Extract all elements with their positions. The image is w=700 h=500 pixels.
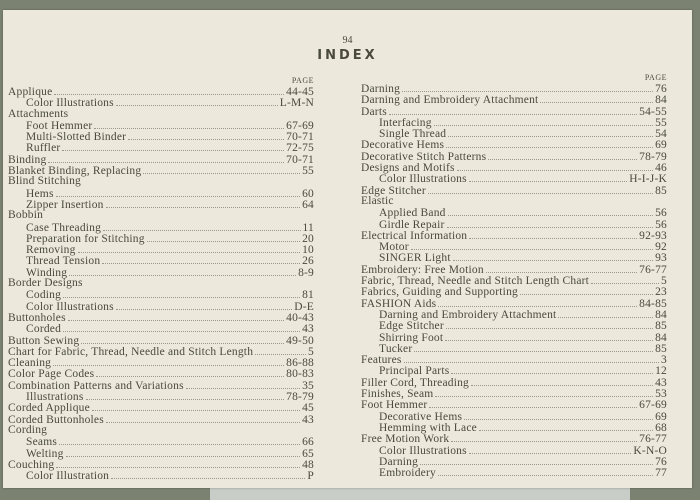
index-subentry	[8, 244, 314, 255]
entry-label: Buttonholes	[8, 311, 66, 324]
entry-page-ref: 26	[302, 255, 314, 268]
entry-page-ref: 12	[655, 365, 667, 378]
entry-label: Cleaning	[8, 357, 52, 370]
entry-label: Preparation for Stitching	[26, 232, 145, 245]
entry-page-ref: 85	[655, 342, 667, 355]
entry-label: Multi-Slotted Binder	[26, 131, 127, 144]
entry-page-ref: 43	[302, 323, 314, 336]
index-entry	[8, 86, 314, 97]
dot-leader	[66, 448, 301, 457]
entry-page-ref: 54-55	[639, 105, 667, 118]
entry-page-ref: P	[307, 470, 314, 483]
index-entry	[361, 388, 667, 399]
dot-leader	[53, 357, 284, 366]
entry-page-ref: 44-45	[286, 86, 314, 98]
index-subentry	[8, 120, 314, 131]
dot-leader	[56, 459, 300, 468]
entry-page-ref: 49-50	[286, 334, 314, 347]
dot-leader	[49, 425, 312, 433]
entry-label: Foot Hemmer	[26, 119, 93, 132]
entry-label: Corded Buttonholes	[8, 413, 104, 426]
index-entry	[361, 162, 667, 173]
dot-leader	[78, 244, 301, 253]
entry-label: Attachments	[8, 107, 69, 120]
entry-label: Hems	[26, 187, 54, 200]
index-entry	[361, 286, 667, 297]
entry-page-ref: 84	[655, 94, 667, 107]
entry-page-ref: D-E	[294, 300, 314, 313]
index-subentry	[361, 320, 667, 331]
entry-page-ref: 43	[655, 376, 667, 389]
dot-leader	[63, 323, 300, 332]
dot-leader	[428, 185, 653, 194]
entry-page-ref: 76	[655, 455, 667, 468]
dot-leader	[128, 131, 284, 140]
entry-page-ref: 72-75	[286, 142, 314, 155]
dot-leader	[92, 402, 300, 411]
dot-leader	[446, 139, 653, 148]
entry-page-ref: 67-69	[639, 399, 667, 412]
index-entry	[361, 151, 667, 162]
entry-label: Chart for Fabric, Thread, Needle and Stitch Length	[8, 345, 254, 358]
dot-leader	[420, 456, 653, 465]
index-subentry	[361, 332, 667, 343]
dot-leader	[396, 196, 665, 204]
dot-leader	[471, 377, 653, 386]
entry-label: Embroidery	[379, 467, 436, 480]
index-entry	[8, 402, 314, 413]
entry-label: Fabrics, Guiding and Supporting	[361, 286, 518, 299]
entry-label: Seams	[26, 436, 58, 449]
entry-page-ref: 60	[302, 187, 314, 200]
index-subentry	[361, 422, 667, 433]
entry-label: Corded	[26, 323, 62, 336]
entry-label: Color Page Codes	[8, 368, 95, 381]
entry-label: Designs and Motifs	[361, 162, 455, 175]
entry-label: Features	[361, 354, 402, 367]
entry-page-ref: 20	[302, 232, 314, 245]
dot-leader	[48, 154, 284, 163]
entry-label: Decorative Hems	[379, 410, 463, 423]
entry-label: Finishes, Seam	[361, 388, 434, 401]
entry-label: Embroidery: Free Motion	[361, 263, 484, 276]
dot-leader	[434, 117, 653, 126]
entry-label: Applied Band	[379, 207, 446, 220]
index-entry	[8, 109, 314, 120]
page-column-header: PAGE	[291, 76, 314, 85]
page-column-header: PAGE	[644, 73, 667, 82]
entry-page-ref: 45	[302, 402, 314, 415]
dot-leader	[457, 162, 653, 171]
entry-label: Free Motion Work	[361, 433, 450, 446]
entry-label: Interfacing	[379, 116, 432, 129]
index-subentry	[361, 467, 667, 478]
entry-label: Winding	[26, 266, 68, 279]
dot-leader	[404, 354, 659, 363]
index-subentry	[8, 142, 314, 153]
index-subentry	[361, 445, 667, 456]
dot-leader	[402, 83, 653, 92]
entry-page-ref: 11	[302, 221, 314, 234]
dot-leader	[540, 94, 653, 103]
dot-leader	[435, 388, 653, 397]
entry-page-ref: 67-69	[286, 119, 314, 132]
dot-leader	[106, 414, 300, 423]
entry-page-ref: 93	[655, 252, 667, 265]
index-entry	[361, 399, 667, 410]
entry-page-ref: 76-77	[639, 433, 667, 446]
entry-page-ref: 69	[655, 139, 667, 152]
entry-label: Button Sewing	[8, 334, 80, 347]
index-subentry	[361, 343, 667, 354]
entry-page-ref: 5	[308, 345, 314, 358]
entry-page-ref: 76	[655, 83, 667, 95]
entry-label: Corded Applique	[8, 402, 90, 415]
document-page	[3, 10, 692, 488]
entry-label: Color Illustrations	[379, 173, 467, 186]
index-entry	[8, 278, 314, 289]
index-entry	[361, 230, 667, 241]
index-entry	[361, 298, 667, 309]
dot-leader	[69, 267, 296, 276]
entry-label: Case Threading	[26, 221, 102, 234]
entry-label: Combination Patterns and Variations	[8, 379, 184, 392]
index-entry	[361, 83, 667, 94]
entry-page-ref: 40-43	[286, 311, 314, 324]
index-subentry	[361, 411, 667, 422]
dot-leader	[446, 320, 653, 329]
entry-page-ref: 55	[302, 165, 314, 178]
index-entry	[361, 185, 667, 196]
index-subentry	[8, 289, 314, 300]
dot-leader	[451, 365, 653, 374]
dot-leader	[255, 346, 306, 355]
dot-leader	[438, 298, 637, 307]
entry-page-ref: 56	[655, 207, 667, 220]
index-entry	[8, 210, 314, 221]
entry-label: Edge Stitcher	[361, 184, 426, 197]
index-entry	[361, 106, 667, 117]
entry-label: Tucker	[379, 342, 413, 355]
page-number: 94	[342, 35, 353, 46]
index-subentry	[8, 391, 314, 402]
index-subentry	[8, 131, 314, 142]
index-entry	[361, 433, 667, 444]
entry-label: Color Illustrations	[26, 300, 114, 313]
dot-leader	[59, 436, 300, 445]
entry-page-ref: 80-83	[286, 368, 314, 381]
entry-label: Darning and Embroidery Attachment	[379, 308, 557, 321]
page-title: INDEX	[317, 48, 378, 63]
index-subentry	[8, 233, 314, 244]
entry-label: Darning and Embroidery Attachment	[361, 94, 539, 107]
index-entry	[8, 357, 314, 368]
entry-page-ref: 84	[655, 331, 667, 344]
index-subentry	[8, 470, 314, 481]
dot-leader	[102, 255, 300, 264]
entry-label: Darning	[361, 83, 401, 95]
entry-label: Edge Stitcher	[379, 320, 444, 333]
dot-leader	[448, 128, 653, 137]
entry-label: Shirring Foot	[379, 331, 444, 344]
entry-page-ref: 5	[661, 275, 667, 288]
entry-label: Decorative Stitch Patterns	[361, 150, 487, 163]
entry-label: Blanket Binding, Replacing	[8, 165, 142, 178]
entry-label: Electrical Information	[361, 229, 468, 242]
index-entry	[8, 176, 314, 187]
entry-page-ref: 10	[302, 244, 314, 257]
dot-leader	[143, 165, 300, 174]
dot-leader	[520, 286, 653, 295]
index-subentry	[361, 207, 667, 218]
entry-page-ref: 84-85	[639, 297, 667, 310]
index-entry	[361, 275, 667, 286]
entry-label: Color Illustration	[26, 470, 110, 483]
background-surface	[210, 488, 630, 500]
index-subentry	[361, 309, 667, 320]
index-subentry	[361, 117, 667, 128]
dot-leader	[469, 173, 627, 182]
dot-leader	[447, 219, 654, 228]
dot-leader	[469, 445, 632, 454]
entry-label: Blind Stitching	[8, 175, 81, 188]
entry-page-ref: 85	[655, 184, 667, 197]
entry-label: SINGER Light	[379, 252, 451, 265]
dot-leader	[54, 86, 284, 95]
entry-page-ref: 64	[302, 198, 314, 211]
index-entry	[8, 425, 314, 436]
index-subentry	[8, 222, 314, 233]
index-subentry	[361, 252, 667, 263]
index-entry	[361, 377, 667, 388]
dot-leader	[68, 312, 284, 321]
index-subentry	[8, 188, 314, 199]
entry-label: Girdle Repair	[379, 218, 445, 231]
entry-page-ref: 86-88	[286, 357, 314, 370]
entry-label: Border Designs	[8, 277, 83, 290]
index-entry	[8, 312, 314, 323]
index-subentry	[361, 128, 667, 139]
index-entry	[8, 368, 314, 379]
index-entry	[361, 94, 667, 105]
entry-page-ref: 84	[655, 308, 667, 321]
entry-page-ref: 70-71	[286, 131, 314, 144]
index-column-right	[361, 73, 667, 478]
entry-page-ref: 78-79	[639, 150, 667, 163]
entry-page-ref: 77	[655, 467, 667, 480]
entry-label: Color Illustrations	[26, 97, 114, 110]
dot-leader	[45, 210, 312, 218]
entry-page-ref: 55	[655, 116, 667, 129]
index-subentry	[361, 219, 667, 230]
entry-label: Thread Tension	[26, 255, 101, 268]
index-entry	[361, 196, 667, 207]
dot-leader	[62, 142, 284, 151]
index-subentry	[8, 323, 314, 334]
index-entry	[8, 380, 314, 391]
entry-label: Elastic	[361, 194, 394, 207]
dot-leader	[558, 309, 653, 318]
entry-page-ref: 54	[655, 128, 667, 141]
index-subentry	[8, 255, 314, 266]
index-list-left	[8, 86, 314, 481]
dot-leader	[414, 343, 653, 352]
entry-page-ref: 92-93	[639, 229, 667, 242]
entry-page-ref: 35	[302, 379, 314, 392]
dot-leader	[448, 207, 653, 216]
entry-label: FASHION Aids	[361, 297, 437, 310]
dot-leader	[81, 335, 284, 344]
dot-leader	[411, 241, 653, 250]
dot-leader	[96, 368, 284, 377]
dot-leader	[486, 264, 637, 273]
entry-page-ref: 8-9	[298, 266, 314, 279]
index-entry	[361, 264, 667, 275]
entry-page-ref: 48	[302, 458, 314, 471]
dot-leader	[86, 391, 285, 400]
entry-page-ref: 56	[655, 218, 667, 231]
index-entry	[8, 346, 314, 357]
entry-label: Welting	[26, 447, 64, 460]
dot-leader	[56, 188, 300, 197]
index-subentry	[8, 199, 314, 210]
entry-page-ref: 66	[302, 436, 314, 449]
dot-leader	[186, 380, 300, 389]
entry-label: Decorative Hems	[361, 139, 445, 152]
entry-label: Removing	[26, 244, 76, 257]
entry-page-ref: 92	[655, 241, 667, 254]
entry-label: Single Thread	[379, 128, 447, 141]
dot-leader	[445, 332, 653, 341]
entry-label: Motor	[379, 241, 409, 254]
index-entry	[8, 154, 314, 165]
entry-label: Principal Parts	[379, 365, 450, 378]
dot-leader	[453, 252, 653, 261]
index-subentry	[361, 173, 667, 184]
dot-leader	[147, 233, 300, 242]
dot-leader	[103, 222, 300, 231]
dot-leader	[479, 422, 653, 431]
index-subentry	[361, 365, 667, 376]
dot-leader	[469, 230, 637, 239]
index-entry	[8, 414, 314, 425]
entry-label: Couching	[8, 458, 55, 471]
entry-page-ref: L-M-N	[279, 97, 314, 110]
entry-page-ref: H-I-J-K	[629, 173, 667, 186]
index-subentry	[8, 97, 314, 108]
entry-page-ref: 68	[655, 421, 667, 434]
dot-leader	[111, 470, 305, 479]
dot-leader	[106, 199, 300, 208]
index-subentry	[8, 448, 314, 459]
dot-leader	[116, 97, 278, 106]
entry-page-ref: 78-79	[286, 391, 314, 404]
entry-page-ref: 3	[661, 354, 667, 367]
index-subentry	[8, 436, 314, 447]
entry-label: Applique	[8, 86, 53, 98]
entry-label: Binding	[8, 153, 47, 166]
entry-label: Darning	[379, 455, 419, 468]
entry-label: Illustrations	[26, 391, 84, 404]
index-subentry	[361, 241, 667, 252]
entry-page-ref: 65	[302, 447, 314, 460]
entry-label: Coding	[26, 289, 62, 302]
entry-page-ref: 23	[655, 286, 667, 299]
entry-label: Ruffler	[26, 142, 61, 155]
dot-leader	[488, 151, 637, 160]
entry-label: Darts	[361, 105, 387, 118]
entry-page-ref: 70-71	[286, 153, 314, 166]
dot-leader	[70, 109, 312, 117]
entry-page-ref: K-N-O	[633, 444, 667, 457]
index-entry	[8, 335, 314, 346]
dot-leader	[591, 275, 659, 284]
entry-label: Color Illustrations	[379, 444, 467, 457]
entry-page-ref: 85	[655, 320, 667, 333]
dot-leader	[116, 301, 292, 310]
entry-page-ref: 46	[655, 162, 667, 175]
index-subentry	[361, 456, 667, 467]
entry-page-ref: 69	[655, 410, 667, 423]
dot-leader	[429, 399, 637, 408]
entry-label: Zipper Insertion	[26, 198, 104, 211]
dot-leader	[438, 467, 653, 476]
entry-label: Bobbin	[8, 209, 44, 222]
dot-leader	[94, 120, 284, 129]
entry-page-ref: 81	[302, 289, 314, 302]
dot-leader	[83, 176, 312, 184]
entry-label: Cording	[8, 423, 48, 436]
index-list-right	[361, 83, 667, 478]
index-entry	[361, 139, 667, 150]
index-entry	[8, 459, 314, 470]
dot-leader	[389, 106, 637, 115]
entry-label: Hemming with Lace	[379, 421, 477, 434]
entry-label: Fabric, Thread, Needle and Stitch Length Chart	[361, 275, 590, 288]
entry-page-ref: 43	[302, 413, 314, 426]
entry-label: Filler Cord, Threading	[361, 376, 469, 389]
index-entry	[361, 354, 667, 365]
entry-page-ref: 53	[655, 388, 667, 401]
index-subentry	[8, 301, 314, 312]
entry-label: Foot Hemmer	[361, 399, 428, 412]
dot-leader	[63, 289, 300, 298]
dot-leader	[85, 278, 312, 286]
entry-page-ref: 76-77	[639, 263, 667, 276]
index-column-left	[8, 76, 314, 481]
dot-leader	[464, 411, 653, 420]
dot-leader	[451, 433, 637, 442]
